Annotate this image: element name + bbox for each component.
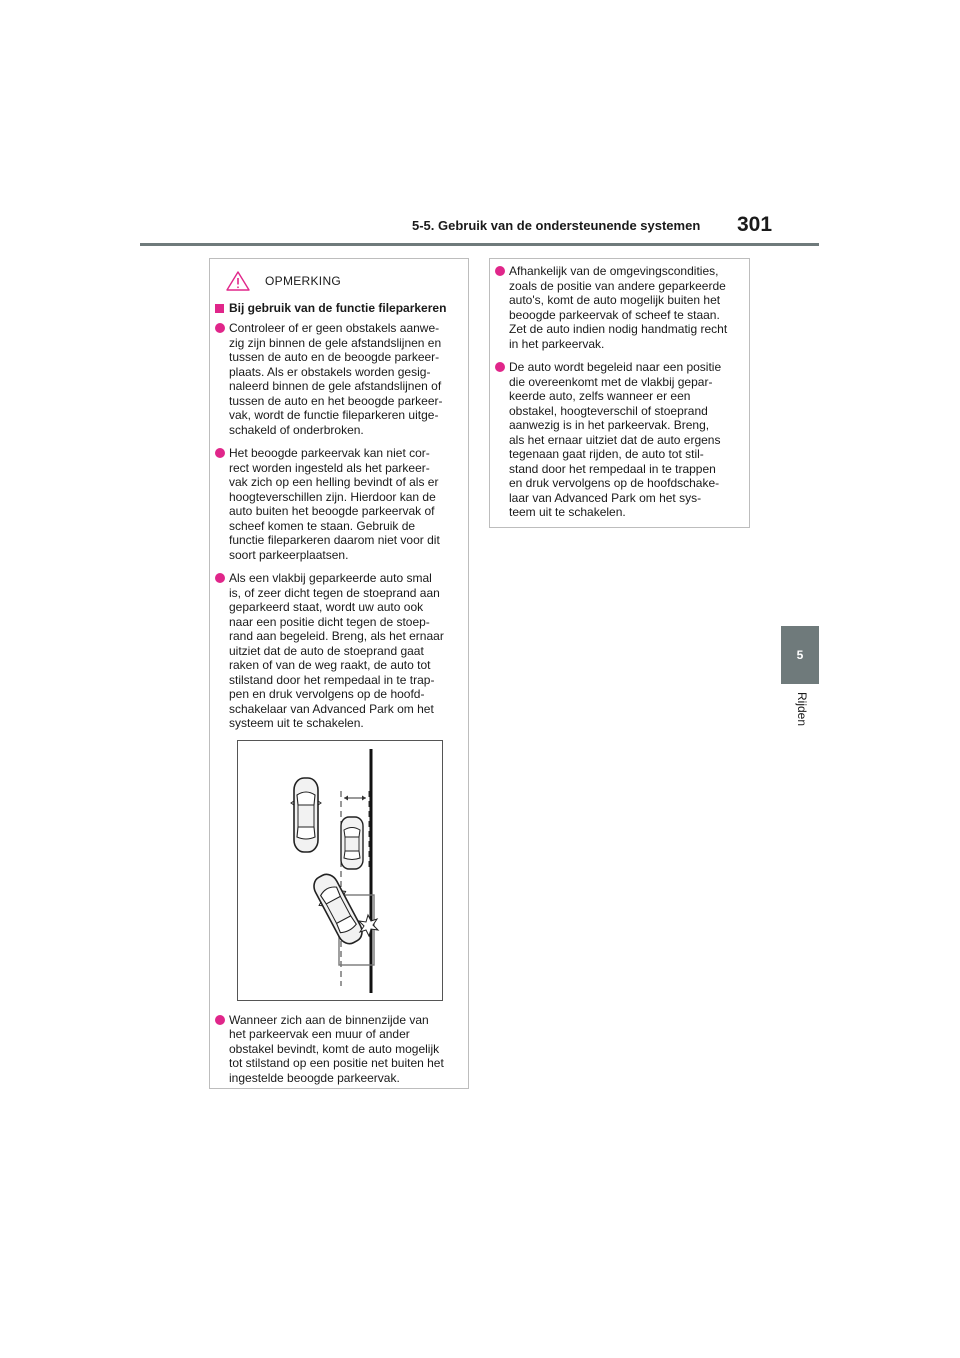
list-item [215,446,461,562]
parked-car-small [341,817,363,869]
chapter-label: Rijden [795,692,809,727]
list-item-text: Het beoogde parkeervak kan niet cor- rect worden ingesteld als het parkeer- vak zich op een helling bevindt of als er hoogteverschillen zijn. Hierdoor kan de auto buiten het beoogde parkeervak of scheef komen te staan. Gebruik de functie fileparkeren daarom niet voor dit soort parkeerplaatsen. [229,446,440,562]
bullet-icon [495,266,505,276]
section-title: 5-5. Gebruik van de ondersteunende systemen [412,218,701,233]
list-item [215,571,461,731]
list-item-text: Wanneer zich aan de binnenzijde van het parkeervak een muur of ander obstakel bevindt, komt de auto mogelijk tot stilstand op een positie net buiten het ingestelde beoogde parkeervak. [229,1012,444,1085]
note-header [215,267,461,295]
chapter-number: 5 [796,648,804,662]
section-heading [215,301,461,315]
note-box-left [209,258,469,1089]
list-item [495,360,742,520]
chapter-tab[interactable] [781,626,819,684]
list-item-text: De auto wordt begeleid naar een positie die overeenkomt met de vlakbij gepar- keerde auto, zelfs wanneer er een obstakel, hoogteverschil of stoeprand aanwezig is in het parkeervak. Breng, als het ernaar uitziet dat de auto ergens tegenaan gaat rijden, de auto tot stil- stand door het rempedaal in te trappen en druk vervolgens op de hoofdschake- laar van Advanced Park om het sys- teem uit te schakelen. [509,360,722,519]
bullet-icon [215,323,225,333]
list-item-text: Controleer of er geen obstakels aanwe- zig zijn binnen de gele afstandslijnen en tussen de auto en de beoogde parkeer- plaats. Als er obstakels worden gesig- naleerd binnen de gele afstandslijnen of tussen de auto en het beoogde parkeer- vak, wordt de functie fileparkeren uitge- schakeld of onderbroken. [229,321,443,437]
list-item [215,1013,461,1086]
header-rule [140,243,819,246]
note-box-right [489,258,750,528]
bullet-icon [215,573,225,583]
warning-icon [225,270,251,292]
parking-illustration [237,740,443,1001]
list-item-text: Als een vlakbij geparkeerde auto smal is, of zeer dicht tegen de stoeprand aan geparkeerd staat, wordt uw auto ook naar een positie dicht tegen de stoep- rand aan begeleid. Breng, als het ernaar uitziet dat de auto de stoeprand gaat raken of van de weg raakt, de auto tot stilstand door het rempedaal in te trap- pen en druk vervolgens op de hoofd- schakelaar van Advanced Park om het systeem uit te schakelen. [229,571,444,730]
own-car [307,869,368,948]
list-item [495,264,742,351]
square-bullet-icon [215,304,224,313]
bullet-icon [215,448,225,458]
parking-diagram [238,741,442,1000]
parked-car [291,778,321,852]
note-title: OPMERKING [265,274,342,288]
bullet-icon [215,1015,225,1025]
list-item [215,321,461,437]
list-item-text: Afhankelijk van de omgevingscondities, zoals de positie van andere geparkeerde auto's, komt de auto mogelijk buiten het beoogde parkeervak of scheef te staan. Zet de auto indien nodig handmatig recht in het parkeervak. [509,264,728,351]
page-number: 301 [737,213,773,236]
bullet-icon [495,362,505,372]
section-heading-text: Bij gebruik van de functie fileparkeren [229,301,447,315]
